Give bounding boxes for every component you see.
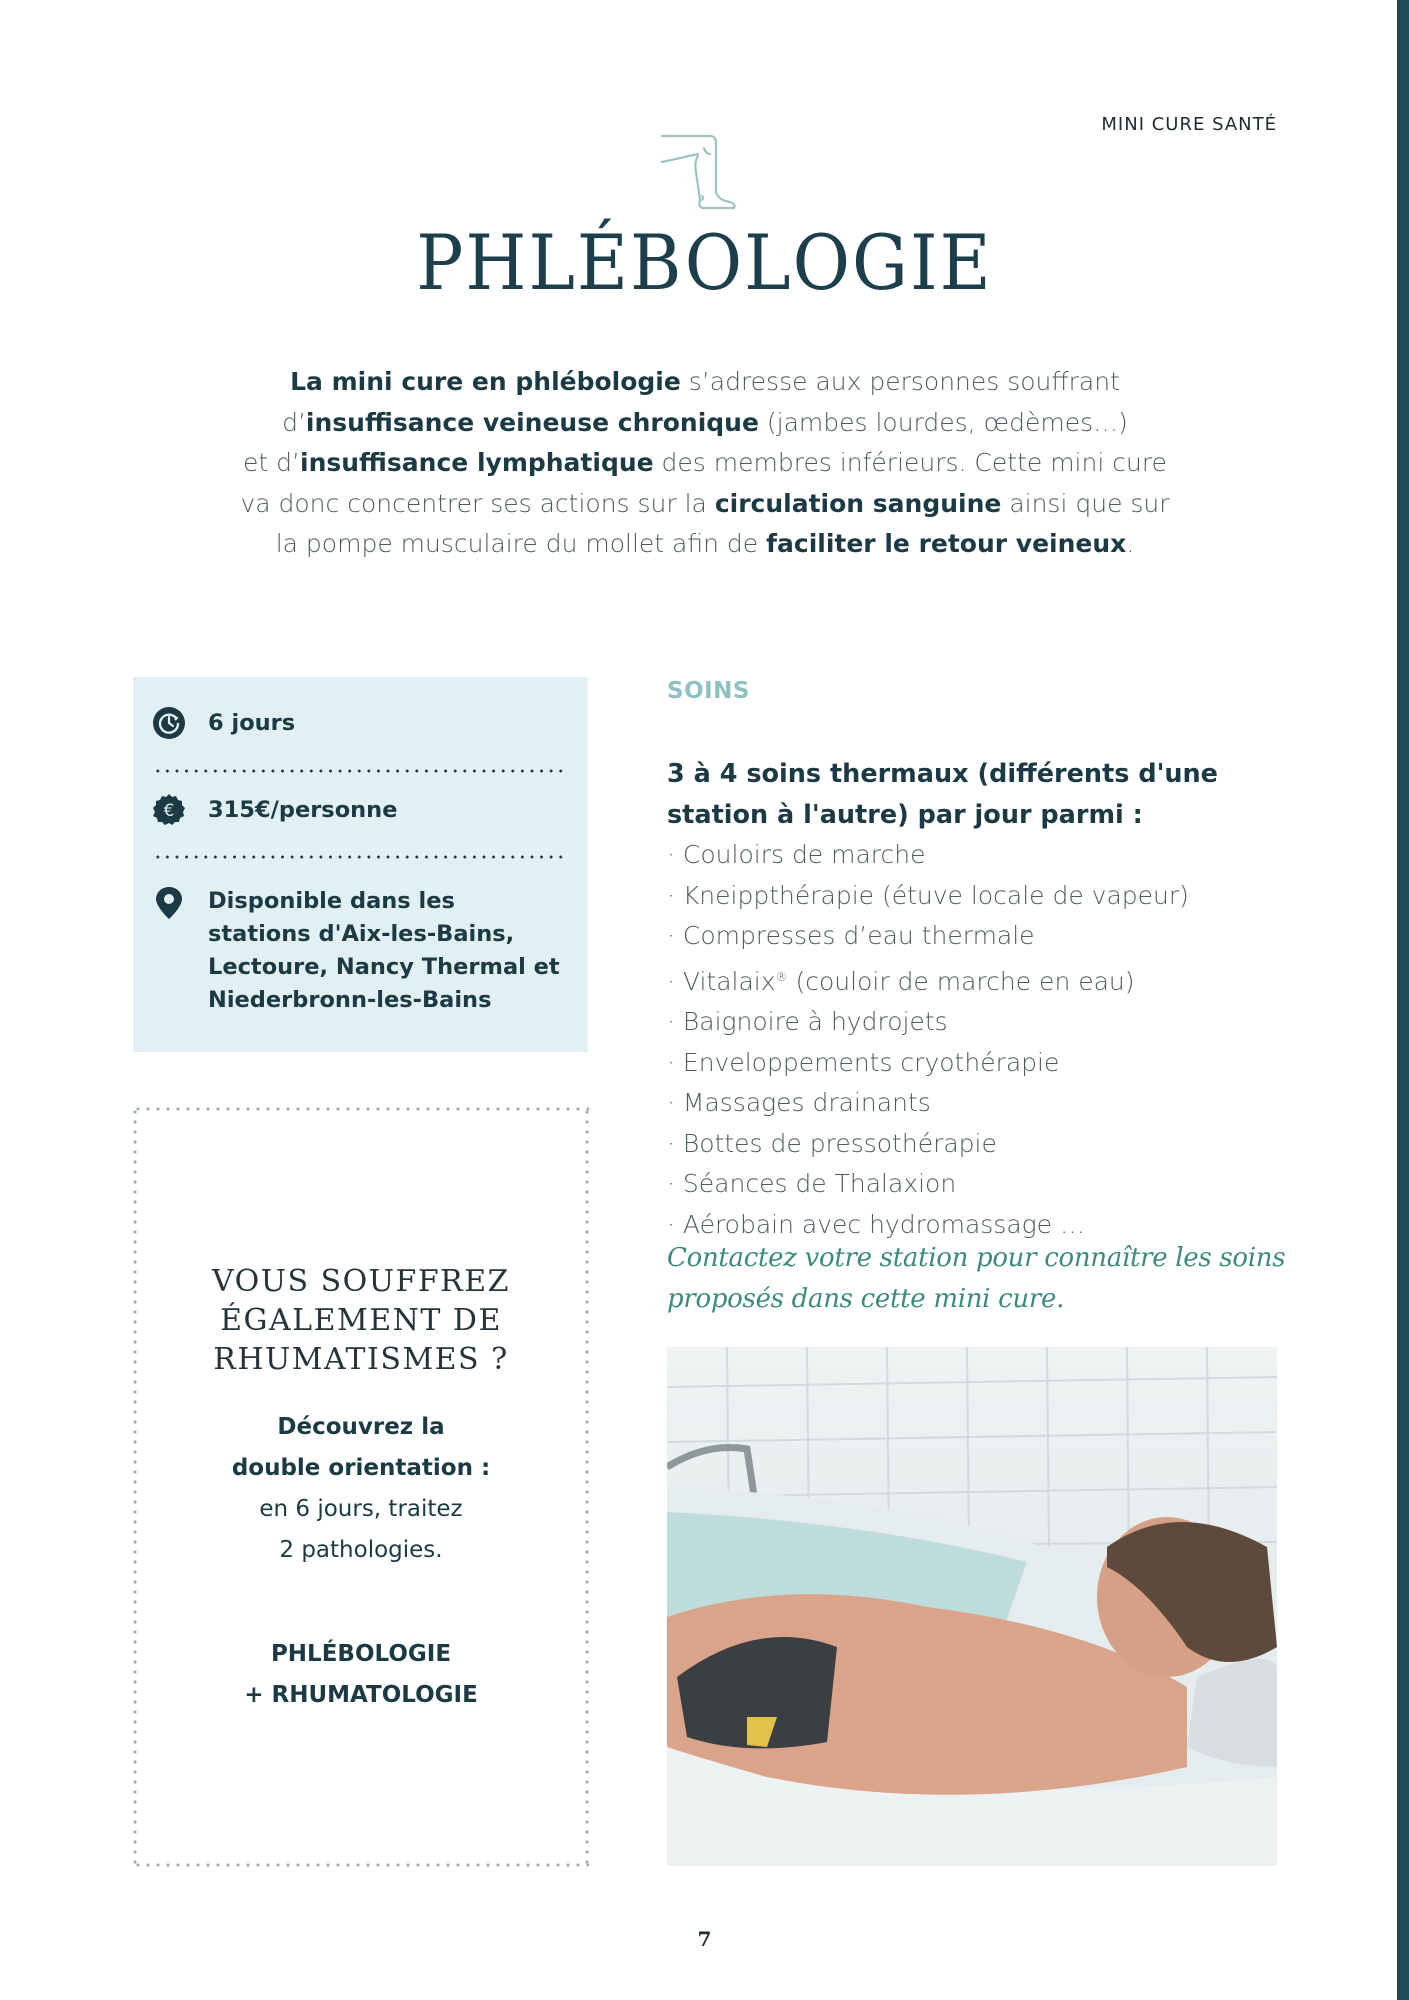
list-item: · Kneippthérapie (étuve locale de vapeur)	[667, 876, 1189, 917]
list-item: · Bottes de pressothérapie	[667, 1124, 1189, 1165]
page-number: 7	[697, 1927, 712, 1951]
duration-row	[153, 707, 295, 740]
list-item: · Compresses d’eau thermale	[667, 916, 1189, 957]
euro-badge-icon	[153, 794, 185, 826]
soins-heading: SOINS	[667, 678, 750, 704]
price-text: 315€/personne	[208, 797, 398, 823]
soins-intro: 3 à 4 soins thermaux (différents d'une station à l'autre) par jour parmi :	[667, 759, 1218, 830]
info-box	[133, 677, 588, 1052]
soins-note: Contactez votre station pour connaître les soins proposés dans cette mini cure.	[667, 1243, 1286, 1314]
list-item: · Baignoire à hydrojets	[667, 1002, 1189, 1043]
list-item: · Enveloppements cryothérapie	[667, 1043, 1189, 1084]
svg-text:€: €	[163, 801, 175, 821]
page-title: PHLÉBOLOGIE	[416, 218, 993, 308]
map-pin-icon	[153, 885, 185, 921]
promo-text: Découvrez la double orientation : en 6 jours, traitez 2 pathologies.	[231, 1414, 491, 1563]
list-item: · Séances de Thalaxion	[667, 1164, 1189, 1205]
soins-list	[667, 835, 1189, 1245]
list-item: · Vitalaix® (couloir de marche en eau)	[667, 957, 1189, 1003]
list-item: · Couloirs de marche	[667, 835, 1189, 876]
duration-text: 6 jours	[208, 710, 296, 736]
dotted-divider	[153, 769, 568, 773]
location-text: Disponible dans les stations d'Aix-les-Bains, Lectoure, Nancy Thermal et Niederbronn-les-Bains	[208, 888, 560, 1013]
location-row	[153, 885, 560, 1017]
list-item: · Aérobain avec hydromassage …	[667, 1205, 1189, 1246]
promo-title: VOUS SOUFFREZ ÉGALEMENT DE RHUMATISMES ?	[212, 1264, 510, 1377]
dotted-divider	[153, 855, 568, 859]
section-tag: MINI CURE SANTÉ	[1101, 114, 1277, 135]
list-item: · Massages drainants	[667, 1083, 1189, 1124]
leg-icon	[658, 128, 748, 214]
promo-combo: PHLÉBOLOGIE + RHUMATOLOGIE	[244, 1641, 478, 1708]
price-row	[153, 794, 397, 827]
bathtub-photo	[667, 1347, 1277, 1866]
clock-icon	[153, 707, 185, 739]
intro-paragraph: La mini cure en phlébologie s’adresse aux personnes souffrant d’insuffisance veineuse chronique (jambes lourdes, œdèmes…) et d’insuffisance lymphatique des membres inférieurs. Cette mini cure va donc concentrer ses actions sur la circulation sanguine ainsi que sur la pompe musculaire du mollet afin de faciliter le retour veineux.	[240, 367, 1170, 558]
double-orientation-box	[133, 1107, 589, 1867]
